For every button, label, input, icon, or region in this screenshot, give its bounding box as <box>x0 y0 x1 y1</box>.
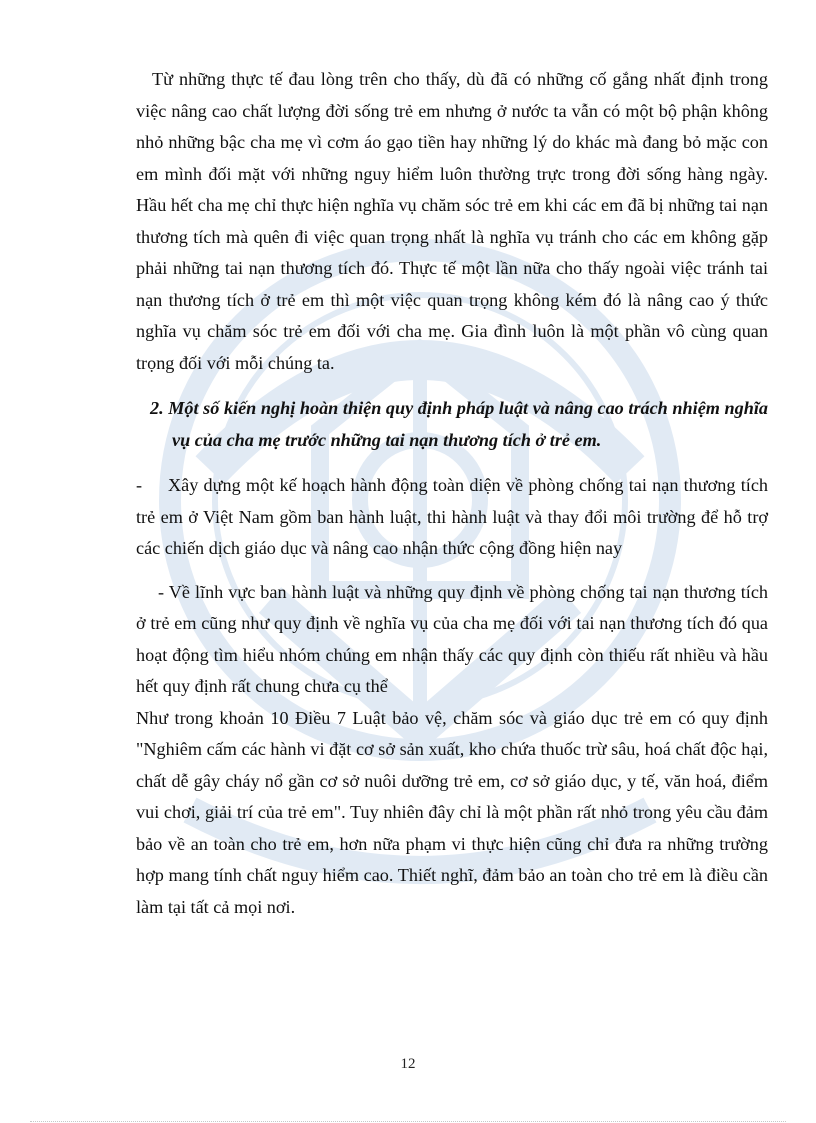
paragraph-intro: Từ những thực tế đau lòng trên cho thấy, dù đã có những cố gắng nhất định trong việc nâng cao chất lượng đời sống trẻ em nhưng ở nước ta vẫn có một bộ phận không nhỏ những bậc cha mẹ vì cơm áo gạo tiền hay những lý do khác mà đang bỏ mặc con em mình đối mặt với những nguy hiểm luôn thường trực trong đời sống hàng ngày. Hầu hết cha mẹ chỉ thực hiện nghĩa vụ chăm sóc trẻ em khi các em đã bị những tai nạn thương tích mà quên đi việc quan trọng nhất là nghĩa vụ tránh cho các em không gặp phải những tai nạn thương tích đó. Thực tế một lần nữa cho thấy ngoài việc tránh tai nạn thương tích ở trẻ em thì một việc quan trọng không kém đó là nâng cao ý thức nghĩa vụ chăm sóc trẻ em đối với cha mẹ. Gia đình luôn là một phần vô cùng quan trọng đối với mỗi chúng ta. <box>136 69 768 373</box>
bullet-item-1-text: Xây dựng một kế hoạch hành động toàn diện về phòng chống tai nạn thương tích trẻ em ở Việt Nam gồm ban hành luật, thi hành luật và thay đổi môi trường để hỗ trợ các chiến dịch giáo dục và nâng cao nhận thức cộng đồng hiện nay <box>136 475 768 558</box>
section-heading <box>136 393 768 456</box>
bullet-dash: - <box>136 475 143 495</box>
paragraph-law-citation: Như trong khoản 10 Điều 7 Luật bảo vệ, chăm sóc và giáo dục trẻ em có quy định "Nghiêm cấm các hành vi đặt cơ sở sản xuất, kho chứa thuốc trừ sâu, hoá chất độc hại, chất dễ gây cháy nổ gần cơ sở nuôi dưỡng trẻ em, cơ sở giáo dục, y tế, văn hoá, điểm vui chơi, giải trí của trẻ em". Tuy nhiên đây chỉ là một phần rất nhỏ trong yêu cầu đảm bảo về an toàn cho trẻ em, hơn nữa phạm vi thực hiện cũng chỉ đưa ra những trường hợp mang tính chất nguy hiểm cao. Thiết nghĩ, đảm bảo an toàn cho trẻ em là điều cần làm tại tất cả mọi nơi. <box>136 707 768 917</box>
heading-number: 2. <box>150 398 164 418</box>
bullet-item-2: - Về lĩnh vực ban hành luật và những quy định về phòng chống tai nạn thương tích ở trẻ em cũng như quy định về nghĩa vụ của cha mẹ đối với tai nạn thương tích đó qua hoạt động tìm hiểu nhóm chúng em nhận thấy các quy định còn thiếu rất nhiều và hầu hết quy định rất chung chưa cụ thể <box>136 581 768 696</box>
document-body <box>136 64 768 923</box>
page-number: 12 <box>400 1056 416 1072</box>
bullet-item-1 <box>136 470 768 565</box>
page-bottom-rule <box>30 1121 786 1122</box>
heading-text: Một số kiến nghị hoàn thiện quy định pháp luật và nâng cao trách nhiệm nghĩa vụ của cha mẹ trước những tai nạn thương tích ở trẻ em. <box>168 398 768 450</box>
